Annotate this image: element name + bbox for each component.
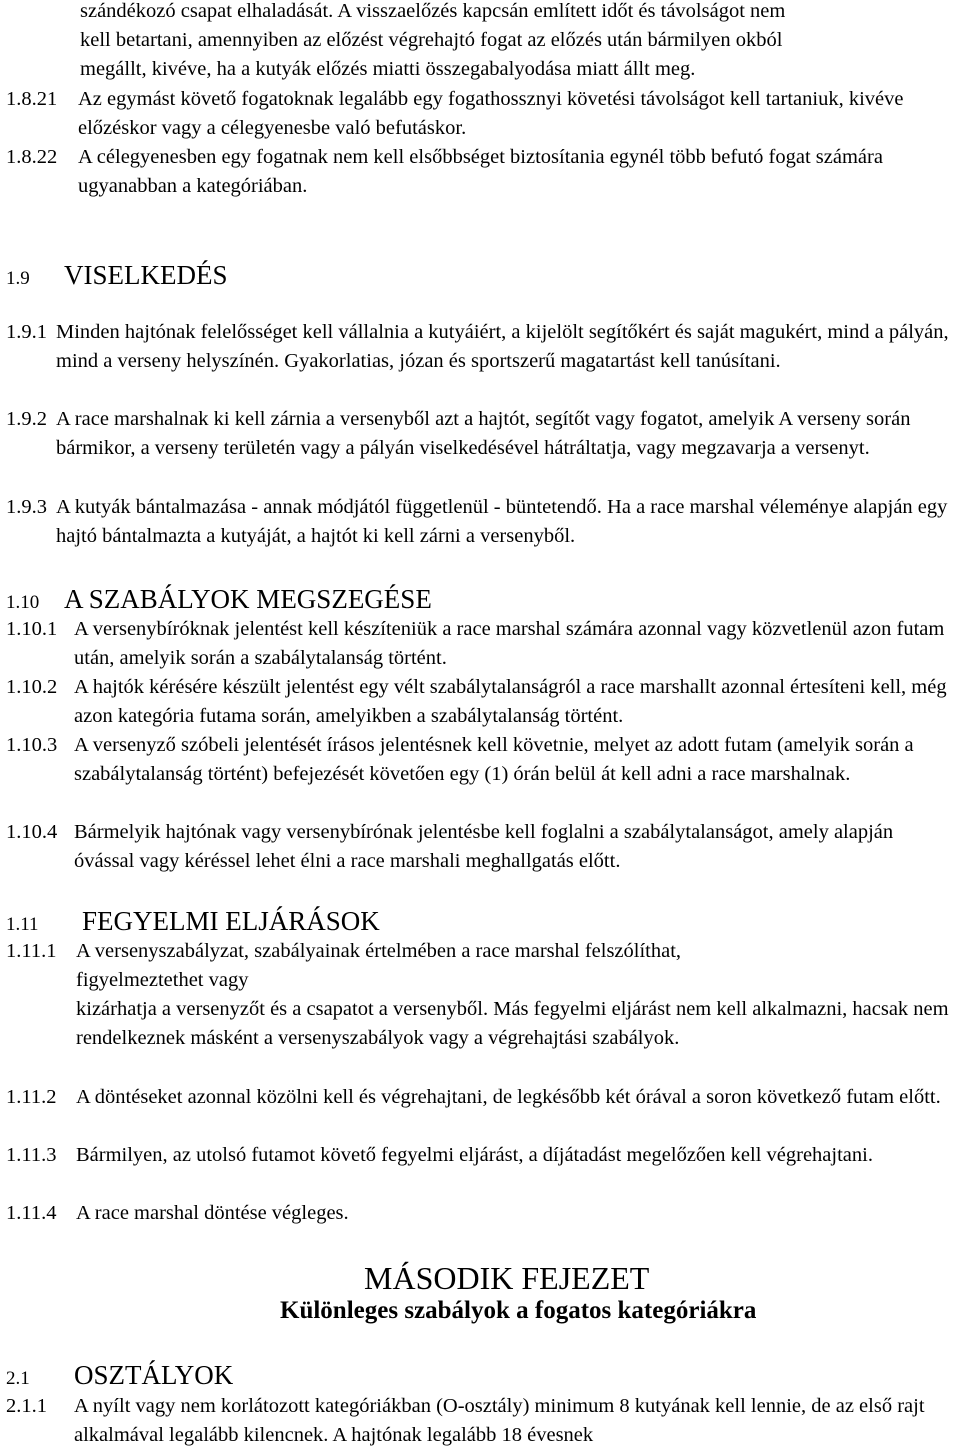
rule-text-line: A versenyszabályzat, szabályainak értelmében a race marshal felszólíthat, — [76, 940, 682, 962]
rule-text: A race marshal döntése végleges. — [76, 1202, 349, 1224]
section-number: 1.10 — [6, 592, 40, 613]
rule-text: Bármelyik hajtónak vagy versenybírónak jelentésbe kell foglalni a szabálytalanságot, amely alapján óvással vagy kéréssel lehet élni a race marshali meghallgatás előtt. — [74, 821, 894, 872]
rule-number: 1.10.2 — [6, 676, 58, 698]
rule-1-11-2 — [6, 1083, 954, 1112]
section-title: FEGYELMI ELJÁRÁSOK — [82, 906, 380, 936]
rule-number: 1.8.22 — [6, 146, 58, 168]
rule-1-9-1 — [6, 318, 954, 376]
rule-2-1-1 — [6, 1392, 954, 1450]
section-title: OSZTÁLYOK — [74, 1360, 234, 1390]
section-number: 2.1 — [6, 1368, 30, 1389]
rule-text: A kutyák bántalmazása - annak módjától függetlenül - büntetendő. Ha a race marshal véleménye alapján egy hajtó bántalmazta a kutyáját, a hajtót ki kell zárni a versenyből. — [56, 496, 948, 547]
rule-text: A nyílt vagy nem korlátozott kategóriákban (O-osztály) minimum 8 kutyának kell lennie, de az első rajt alkalmával legalább kilencnek. A hajtónak legalább 18 évesnek — [74, 1395, 925, 1446]
rule-number: 1.11.4 — [6, 1202, 57, 1224]
chapter-subtitle: Különleges szabályok a fogatos kategóriákra — [280, 1297, 757, 1324]
rule-1-10-2 — [6, 673, 954, 731]
rule-text: Minden hajtónak felelősséget kell vállalnia a kutyáiért, a kijelölt segítőkért és saját magukért, mind a pályán, mind a verseny helyszínén. Gyakorlatias, józan és sportszerű magatartást kell tanúsítani. — [56, 321, 949, 372]
rule-text: Bármilyen, az utolsó futamot követő fegyelmi eljárást, a díjátadást megelőzően kell végrehajtani. — [76, 1144, 873, 1166]
rule-text: A célegyenesben egy fogatnak nem kell elsőbbséget biztosítania egynél több befutó fogat számára ugyanabban a kategóriában. — [78, 146, 883, 197]
section-heading-1-10 — [6, 583, 432, 619]
rule-1-9-3 — [6, 493, 954, 551]
rule-text: A versenybíróknak jelentést kell készíteniük a race marshal számára azonnal vagy közvetlenül azon futam után, amelyik során a szabálytalanság történt. — [74, 618, 945, 669]
section-heading-2-1 — [6, 1359, 233, 1395]
rule-number: 1.10.4 — [6, 821, 58, 843]
rule-1-11-4 — [6, 1199, 954, 1228]
rule-number: 1.9.1 — [6, 321, 47, 343]
intro-line: megállt, kivéve, ha a kutyák előzés miatti összegabalyodása miatt állt meg. — [80, 58, 696, 80]
chapter-title: MÁSODIK FEJEZET — [364, 1260, 650, 1296]
rule-number: 1.9.2 — [6, 408, 47, 430]
intro-line: kell betartani, amennyiben az előzést végrehajtó fogat az előzés után bármilyen okból — [80, 29, 783, 51]
rule-1-8-22 — [6, 143, 954, 201]
rule-1-11-1 — [6, 937, 954, 1053]
section-heading-1-9 — [6, 259, 228, 295]
rule-number: 2.1.1 — [6, 1395, 47, 1417]
rule-text: Az egymást követő fogatoknak legalább egy fogathossznyi követési távolságot kell tartaniuk, kivéve előzéskor vagy a célegyenesbe való befutáskor. — [78, 88, 904, 139]
rule-1-8-21 — [6, 85, 954, 143]
section-heading-1-11 — [6, 905, 380, 941]
rule-text: A döntéseket azonnal közölni kell és végrehajtani, de legkésőbb két órával a soron következő futam előtt. — [76, 1086, 941, 1108]
section-title: VISELKEDÉS — [64, 260, 228, 290]
rule-number: 1.11.1 — [6, 940, 57, 962]
rule-1-9-2 — [6, 405, 954, 463]
rule-text: A versenyző szóbeli jelentését írásos jelentésnek kell követnie, melyet az adott futam (amelyik során a szabálytalanság történt) befejezését követően egy (1) órán belül át kell adni a race marshalnak. — [74, 734, 914, 785]
rule-text — [76, 937, 954, 1053]
rule-number: 1.11.3 — [6, 1144, 57, 1166]
intro-paragraph — [80, 0, 950, 84]
rule-1-11-3 — [6, 1141, 954, 1170]
rule-number: 1.10.3 — [6, 734, 58, 756]
rule-1-10-1 — [6, 615, 954, 673]
rule-text: A race marshalnak ki kell zárnia a versenyből azt a hajtót, segítőt vagy fogatot, amelyik A verseny során bármikor, a verseny területén vagy a pályán viselkedésével hátráltatja, vagy megzavarja a versenyt. — [56, 408, 911, 459]
rule-1-10-3 — [6, 731, 954, 789]
section-number: 1.9 — [6, 268, 30, 289]
section-title: A SZABÁLYOK MEGSZEGÉSE — [64, 584, 432, 614]
rule-number: 1.11.2 — [6, 1086, 57, 1108]
rule-number: 1.8.21 — [6, 88, 58, 110]
section-number: 1.11 — [6, 914, 39, 935]
rule-1-10-4 — [6, 818, 954, 876]
intro-line: szándékozó csapat elhaladását. A visszaelőzés kapcsán említett időt és távolságot nem — [80, 0, 786, 22]
rule-text-line: kizárhatja a versenyzőt és a csapatot a versenyből. Más fegyelmi eljárást nem kell alkalmazni, hacsak nem rendelkeznek másként a versenyszabályok vagy a végrehajtási szabályok. — [76, 998, 949, 1049]
rule-text: A hajtók kérésére készült jelentést egy vélt szabálytalanságról a race marshallt azonnal értesíteni kell, még azon kategória futama során, amelyikben a szabálytalanság történt. — [74, 676, 947, 727]
rule-number: 1.10.1 — [6, 618, 58, 640]
rule-number: 1.9.3 — [6, 496, 47, 518]
rule-text-line: figyelmeztethet vagy — [76, 969, 249, 991]
